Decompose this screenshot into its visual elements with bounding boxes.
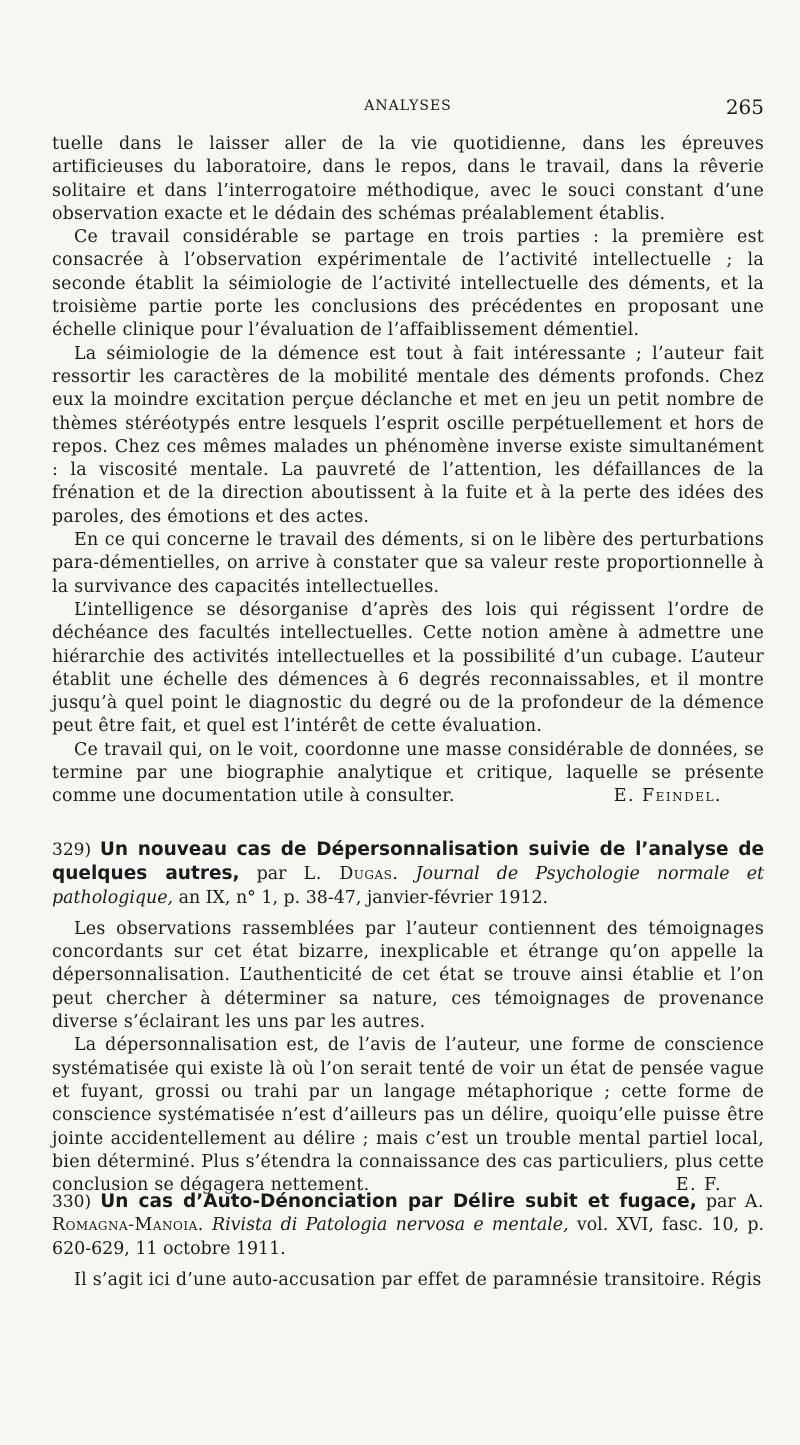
- paragraph-text: La dépersonnalisation est, de l’avis de l’auteur, une forme de conscience systématisée qui existe là où l’on serait tenté de voir un état de pensée vague et fuyant, grossi ou trahi par un langage métaphorique ; cette forme de conscience systématisée n’est d’ailleurs pas un délire, quoiqu’elle puisse être jointe accidentellement au délire ; mais c’est un trouble mental partiel local, bien déterminé. Plus s’étendra la connaissance des cas particuliers, plus cette conclusion se dégagera nettement.: [52, 1035, 764, 1196]
- entry-citation: an IX, n° 1, p. 38-47, janvier-février 1912.: [178, 887, 549, 908]
- paragraph: La séimiologie de la démence est tout à fait intéressante ; l’auteur fait ressortir les caractères de la mobilité mentale des déments profonds. Chez eux la moindre excitation perçue déclanche et met en jeu un petit nombre de thèmes stéréotypés entre lesquels l’esprit oscille perpétuellement et hors de repos. Chez ces mêmes malades un phénomène inverse existe simultanément : la viscosité mentale. La pauvreté de l’attention, les défaillances de la frénation et de la direction aboutissent à la fuite et à la perte des idées des paroles, des émotions et des actes.: [52, 343, 764, 527]
- entry-journal: Rivista di Patologia nervosa e mentale,: [212, 1215, 569, 1236]
- paragraph-text: Ce travail qui, on le voit, coordonne une masse considérable de données, se termine par une biographie analytique et critique, laquelle se présente comme une documentation utile à consulter.: [52, 739, 764, 807]
- signature: E. Feindel.: [613, 786, 722, 807]
- running-title: ANALYSES: [364, 98, 452, 114]
- entry-330: [52, 1190, 764, 1292]
- paragraph: Les observations rassemblées par l’auteur contiennent des témoignages concordants sur cet état bizarre, inexplicable et étrange qu’on appelle la dépersonnalisation. L’authenticité de cet état se trouve ainsi établie et l’on peut chercher à déterminer sa nature, ces témoignages de provenance diverse s’éclairant les uns par les autres.: [52, 918, 764, 1033]
- entry-citation: vol. XVI, fasc. 10, p. 620-629, 11 octobre 1911.: [52, 1215, 764, 1259]
- paragraph-with-signature: [52, 1034, 764, 1197]
- paragraph-with-signature: [52, 739, 764, 809]
- entry-by: par: [705, 1192, 736, 1212]
- signature: E. F.: [675, 1175, 722, 1196]
- entry-by: par: [256, 864, 287, 885]
- paragraph: tuelle dans le laisser aller de la vie quotidienne, dans les épreuves artificieuses du laboratoire, dans le repos, dans le travail, dans la rêverie solitaire et dans l’interrogatoire méthodique, avec le souci constant d’une observation exacte et le dédain des schémas préalablement établis.: [52, 134, 764, 224]
- entry-journal: Journal de Psychologie normale et pathologique,: [52, 864, 765, 908]
- entry-author: L. Dugas.: [303, 864, 399, 885]
- paragraph: En ce qui concerne le travail des déments, si on le libère des perturbations para-démentielles, on arrive à constater que sa valeur reste proportionnelle à la survivance des capacités intellectuelles.: [52, 530, 764, 597]
- entry-title: Un cas d’Auto-Dénonciation par Délire subit et fugace,: [100, 1191, 697, 1212]
- entry-heading: [52, 1190, 764, 1261]
- running-header: [52, 95, 764, 119]
- entry-329: [52, 838, 764, 1197]
- paragraph: L’intelligence se désorganise d’après des lois qui régissent l’ordre de déchéance des facultés intellectuelles. Cette notion amène à admettre une hiérarchie des activités intellectuelles et la possibilité d’un cubage. L’auteur établit une échelle des démences à 6 degrés reconnaissables, et il montre jusqu’à quel point le diagnostic du degré ou de la profondeur de la démence peut être fait, et quel est l’intérêt de cette évaluation.: [52, 599, 764, 737]
- paragraph: Il s’agit ici d’une auto-accusation par effet de paramnésie transitoire. Régis: [74, 1269, 762, 1290]
- entry-author: A. Romagna-Manoia.: [52, 1192, 764, 1236]
- page-number: 265: [725, 95, 764, 119]
- entry-heading: [52, 838, 764, 910]
- entry-title: Un nouveau cas de Dépersonnalisation suivie de l’analyse de quelques autres,: [52, 839, 764, 885]
- entry-number: 329): [52, 840, 92, 860]
- entry-number: 330): [52, 1192, 92, 1212]
- paragraph: Ce travail considérable se partage en trois parties : la première est consacrée à l’observation expérimentale de l’activité intellectuelle ; la seconde établit la séimiologie de l’activité intellectuelle des déments, et la troisième partie porte les conclusions des précédentes en proposant une échelle clinique pour l’évaluation de l’affaiblissement démentiel.: [52, 227, 764, 341]
- review-continuation: [52, 133, 764, 809]
